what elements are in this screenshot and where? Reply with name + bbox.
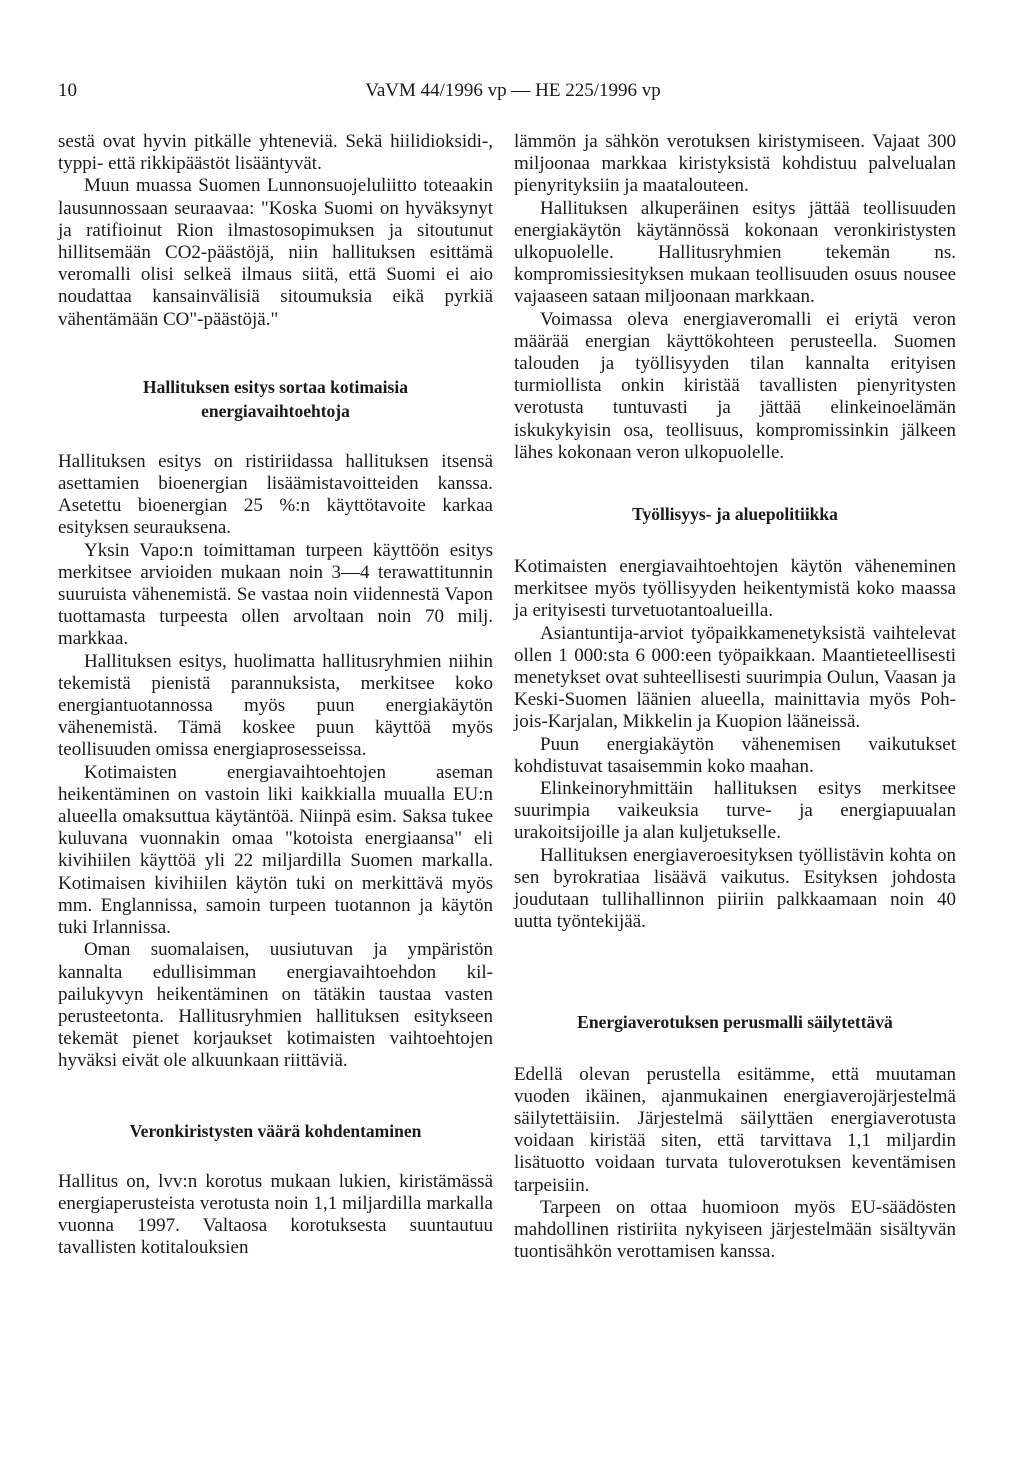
paragraph: Hallitus on, lvv:n korotus mukaan lukien, kiristämässä energiaperusteista verotusta noin 1,1 miljardilla markalla vuonna 1997. Valtaosa korotuksesta suuntautuu tavallisten kotitalouksien bbox=[58, 1170, 493, 1259]
paragraph: Hallituksen alkuperäinen esitys jättää teollisuuden energiakäytön käytännössä kokonaan veronkiristysten ulkopuolelle. Hallitusryhmien tekemän ns. kompromissiesityksen mukaan teollisuuden osuus nousee vajaaseen sataan miljoonaan markkaan. bbox=[514, 197, 956, 308]
paragraph: Edellä olevan perustella esitämme, että muutaman vuoden ikäinen, ajanmukainen energiaverojärjestelmä säilytettäisiin. Järjestelmä säilyttäen energiaverotusta voidaan kiristää siten, että tarvittava 1,1 miljardin lisätuotto voidaan turvata tuloverotuksen keventämisen tarpeisiin. bbox=[514, 1063, 956, 1196]
paragraph: sestä ovat hyvin pitkälle yhteneviä. Sekä hiilidioksidi-, typpi- että rikkipäästöt lisääntyvät. bbox=[58, 131, 493, 175]
paragraph: Hallituksen esitys on ristiriidassa hallituksen itsensä asettamien bioenergian lisäämistavoitteiden kanssa. Asetettu bioenergian 25 %:n käyttötavoite karkaa esityksen seurauksena. bbox=[58, 450, 493, 539]
section-heading: Hallituksen esitys sortaa kotimaisia energiavaihtoehtoja bbox=[143, 376, 408, 421]
paragraph: lämmön ja sähkön verotuksen kiristymiseen. Vajaat 300 miljoonaa markkaa kiristyksistä kohdistuu palvelualan pienyrityksiin ja maatalouteen. bbox=[514, 131, 956, 197]
paragraph: Oman suomalaisen, uusiutuvan ja ympäristön kannalta edullisimman energiavaihtoehdon kilpailukyvyn heikentäminen on tätäkin taustaa vasten perusteetonta. Hallitusryhmien hallituksen esitykseen tekemät pienet korjaukset kotimaisten vaihtoehtojen hyväksi eivät ole alkuunkaan riittäviä. bbox=[58, 939, 493, 1072]
paragraph: Tarpeen on ottaa huomioon myös EU-säädösten mahdollinen ristiriita nykyiseen järjestelmään sisältyvän tuontisähkön verottamisen kanssa. bbox=[514, 1196, 956, 1263]
page-number: 10 bbox=[58, 80, 77, 101]
paragraph: Voimassa oleva energiaveromalli ei eriytä veron määrää energian käyttökohteen perusteella. Suomen talouden ja työllisyyden tilan kannalta erityisen turmiollista onkin kiristää tavallisten pienyritysten verotusta tuntuvasti ja jättää elinkeinoelämän iskukykyisin osa, teollisuus, kompromissinkin jälkeen lähes kokonaan veron ulkopuolelle. bbox=[514, 308, 956, 463]
paragraph: Muun muassa Suomen Lunnonsuojeluliitto toteaakin lausunnossaan seuraavaa: "Koska Suomi on hyväksynyt ja ratifioinut Rion ilmastosopimuksen ja sitoutunut hillitsemään CO2-päästöjä, niin hallituksen esittämä veromalli olisi selkeä ilmaus siitä, että Suomi ei aio noudattaa kansainvälisiä sitoumuksia eikä pyrkiä vähentämään CO"-päästöjä." bbox=[58, 175, 493, 330]
paragraph: Asiantuntija-arviot työpaikkamenetyksistä vaihtelevat ollen 1 000:sta 6 000:een työpaikkaan. Maantieteellisesti menetykset ovat suhteellisesti suurimpia Oulun, Vaasan ja Keski-Suomen läänien alueella, mainittavia myös Pohjois-Karjalan, Mikkelin ja Kuopion lääneissä. bbox=[514, 622, 956, 733]
running-head: VaVM 44/1996 vp — HE 225/1996 vp bbox=[365, 80, 661, 101]
paragraph: Hallituksen energiaveroesityksen työllistävin kohta on sen byrokratiaa lisäävä vaikutus. Esityksen johdosta joudutaan tullihallinnon piiriin palkkaamaan noin 40 uutta työntekijää. bbox=[514, 844, 956, 933]
paragraph: Puun energiakäytön vähenemisen vaikutukset kohdistuvat tasaisemmin koko maahan. bbox=[514, 733, 956, 777]
section-heading: Työllisyys- ja aluepolitiikka bbox=[632, 504, 838, 525]
section-heading: Veronkiristysten väärä kohdentaminen bbox=[129, 1120, 422, 1141]
section-heading: Energiaverotuksen perusmalli säilytettävä bbox=[577, 1011, 893, 1032]
left-column bbox=[58, 131, 493, 1259]
paragraph: Yksin Vapo:n toimittaman turpeen käyttöön esitys merkitsee arvioiden mukaan noin 3—4 terawattitunnin suuruista vähenemistä. Se vastaa noin viidennestä Vapon tuottamasta turpeesta ollen arvoltaan noin 70 milj. markkaa. bbox=[58, 539, 493, 650]
paragraph: Hallituksen esitys, huolimatta hallitusryhmien niihin tekemistä pienistä parannuksista, merkitsee koko energiantuotannossa myös puun energiakäytön vähenemistä. Tämä koskee puun käyttöä myös teollisuuden omissa energiaprosesseissa. bbox=[58, 650, 493, 761]
right-column bbox=[514, 131, 956, 1263]
page-header bbox=[58, 76, 968, 106]
paragraph: Elinkeinoryhmittäin hallituksen esitys merkitsee suurimpia vaikeuksia turve- ja energiapuualan urakoitsijoille ja alan kuljetukselle. bbox=[514, 778, 956, 844]
paragraph: Kotimaisten energiavaihtoehtojen käytön väheneminen merkitsee myös työllisyyden heikentymistä koko maassa ja erityisesti turvetuotantoalueilla. bbox=[514, 556, 956, 622]
paragraph: Kotimaisten energiavaihtoehtojen aseman heikentäminen on vastoin liki kaikkialla muualla EU:n alueella omaksuttua käytäntöä. Niinpä esim. Saksa tukee kuluvana vuonnakin omaa "kotoista energiaansa" eli kivihiilen käyttöä yli 22 miljardilla Suomen markalla. Kotimaisen kivihiilen käytön tuki on merkittävä myös mm. Englannissa, samoin turpeen tuotannon ja käytön tuki Irlannissa. bbox=[58, 761, 493, 939]
